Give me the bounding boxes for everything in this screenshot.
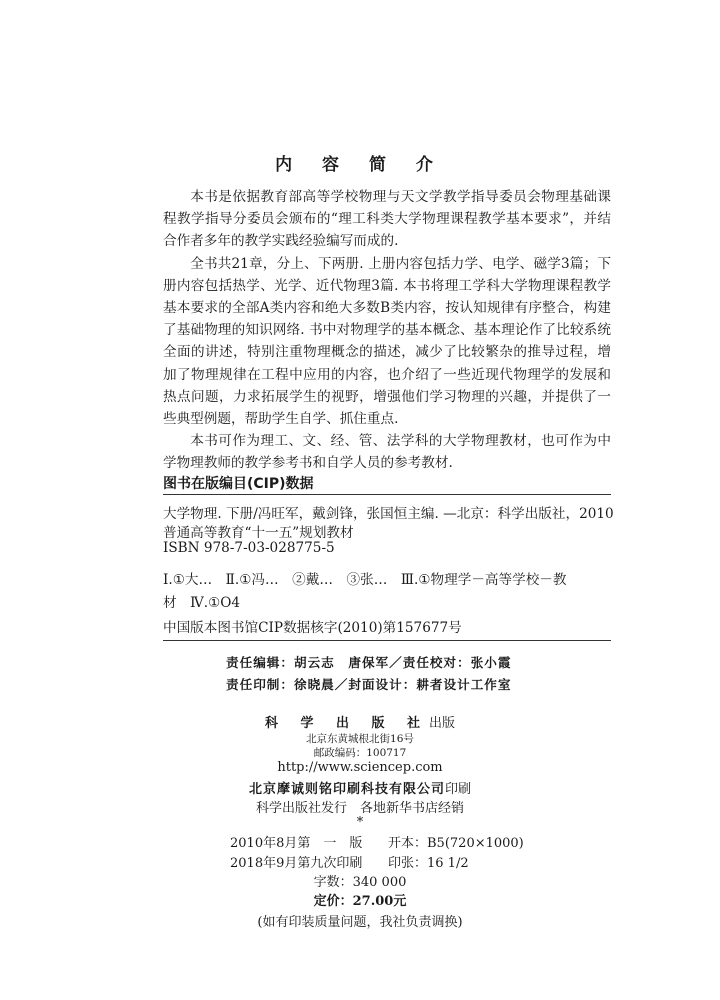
edition-reprint: 2018年9月第九次印刷 (230, 856, 363, 871)
publisher-line (0, 712, 720, 731)
cip-top-rule (163, 494, 611, 495)
cip-classification-line-1: Ⅰ.①大… Ⅱ.①冯… ②戴… ③张… Ⅲ.①物理学－高等学校－教 (163, 572, 567, 588)
summary-paragraph-2: 全书共21章，分上、下两册. 上册内容包括力学、电学、磁学3篇；下册内容包括热学、光学、近代物理3篇. 本书将理工学科大学物理课程教学基本要求的全部A类内容和绝大多数B类内容，按认知规律有序整合，构建了基础物理的知识网络. 书中对物理学的基本概念、基本理论作了比较系统全面的讲述，特别注重物理概念的描述，减少了比较繁杂的推导过程，增加了物理规律在工程中应用的内容，也介绍了一些近现代物理学的发展和热点问题，力求拓展学生的视野，增强他们学习物理的兴趣，并提供了一些典型例题，帮助学生自学、抓住重点. (163, 255, 611, 428)
printer-suffix: 印刷 (445, 782, 472, 797)
staff-line-2: 责任印制：徐晓晨／封面设计：耕者设计工作室 (226, 677, 512, 692)
publisher-suffix: 出版 (429, 716, 456, 731)
summary-paragraph-1: 本书是依据教育部高等学校物理与天文学教学指导委员会物理基础课程教学指导分委员会颁布的“理工科类大学物理课程教学基本要求”，并结合作者多年的教学实践经验编写而成的. (163, 189, 611, 250)
staff-line-1: 责任编辑：胡云志 唐保军／责任校对：张小霞 (226, 655, 512, 670)
edition-first: 2010年8月第 一 版 (230, 836, 363, 851)
publisher-website: http://www.sciencep.com (277, 760, 443, 775)
word-count: 字数：340 000 (313, 875, 407, 890)
cip-isbn-line: ISBN 978-7-03-028775-5 (163, 540, 335, 556)
cip-title-line: 大学物理. 下册/冯旺军，戴剑锋，张国恒主编. —北京：科学出版社，2010 (163, 506, 614, 522)
separator-star: * (356, 815, 364, 830)
cip-verification-line: 中国版本图书馆CIP数据核字(2010)第157677号 (163, 620, 462, 636)
price: 定价：27.00元 (313, 894, 407, 909)
publisher-postcode: 邮政编码：100717 (313, 747, 407, 759)
cip-bottom-rule (163, 640, 611, 641)
cip-heading: 图书在版编目(CIP)数据 (163, 476, 314, 492)
quality-notice: (如有印装质量问题，我社负责调换) (257, 915, 463, 930)
printer-name: 北京摩诚则铭印刷科技有限公司 (248, 782, 445, 797)
printed-sheets: 印张：16 1/2 (388, 856, 469, 871)
content-summary (163, 186, 611, 475)
printer-line (0, 778, 720, 797)
cip-classification-line-2: 材 Ⅳ.①O4 (163, 595, 241, 611)
page-title: 内 容 简 介 (275, 155, 445, 175)
book-format: 开本：B5(720×1000) (388, 836, 524, 851)
distribution-line: 科学出版社发行 各地新华书店经销 (255, 801, 464, 816)
cip-series-line: 普通高等教育“十一五”规划教材 (163, 525, 354, 541)
publisher-address: 北京东黄城根北街16号 (306, 733, 414, 745)
summary-paragraph-3: 本书可作为理工、文、经、管、法学科的大学物理教材，也可作为中学物理教师的教学参考书和自学人员的参考教材. (163, 433, 611, 472)
publisher-name: 科 学 出 版 社 (264, 716, 430, 731)
